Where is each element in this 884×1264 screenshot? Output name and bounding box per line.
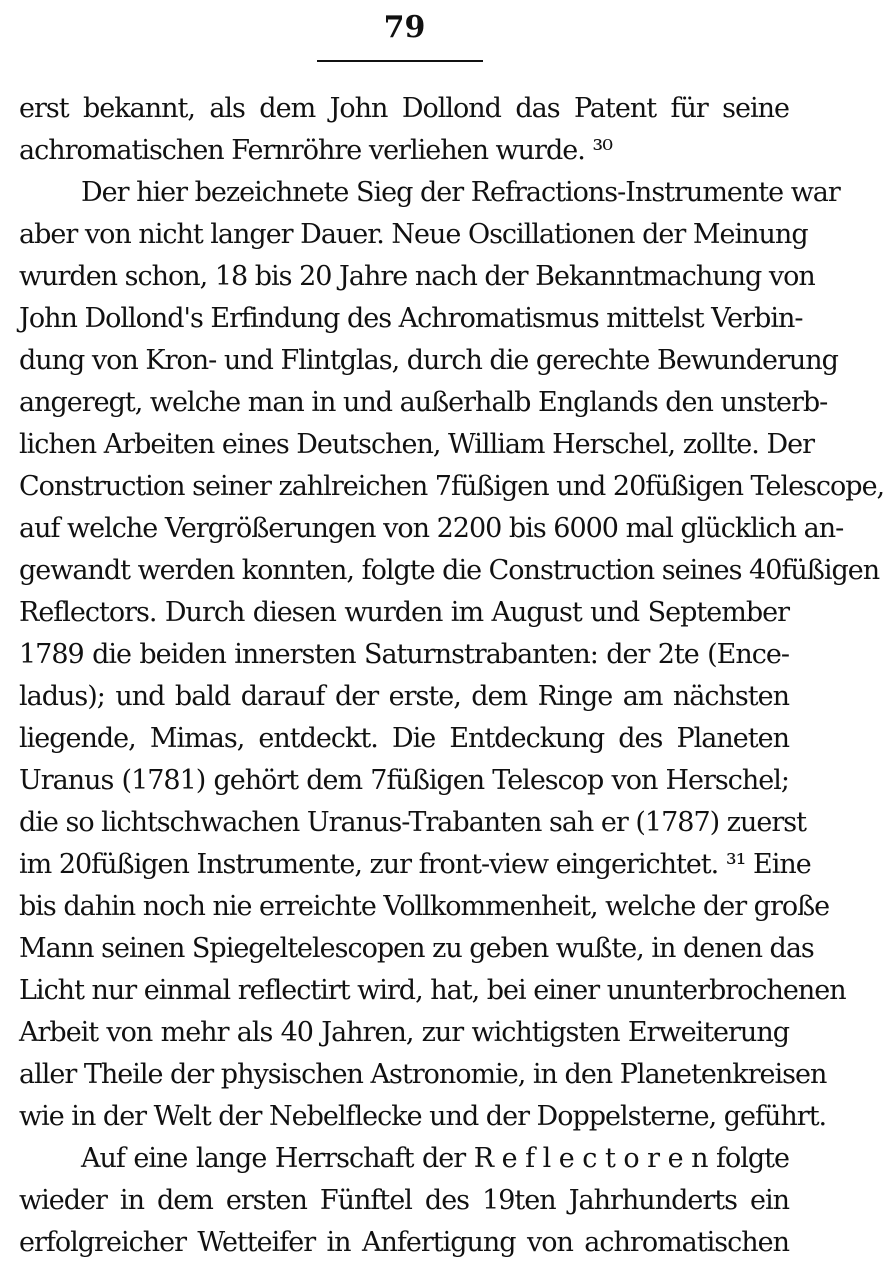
text-line: Reflectors. Durch diesen wurden im August und September bbox=[19, 597, 789, 628]
text-line: aber von nicht langer Dauer. Neue Oscillationen der Meinung bbox=[19, 219, 808, 250]
text-line: liegende, Mimas, entdeckt. Die Entdeckung des Planeten bbox=[19, 723, 789, 754]
text-line: Arbeit von mehr als 40 Jahren, zur wichtigsten Erweiterung bbox=[19, 1017, 789, 1048]
text-line: wurden schon, 18 bis 20 Jahre nach der Bekanntmachung von bbox=[19, 261, 815, 292]
text-line: wieder in dem ersten Fünftel des 19ten Jahrhunderts ein bbox=[19, 1185, 789, 1216]
text-line: ladus); und bald darauf der erste, dem Ringe am nächsten bbox=[19, 681, 789, 712]
text-line: Construction seiner zahlreichen 7füßigen und 20füßigen Telescope, bbox=[19, 471, 884, 502]
text-line: 1789 die beiden innersten Saturnstrabanten: der 2te (Ence- bbox=[19, 639, 789, 670]
page-number: 79 bbox=[383, 10, 426, 45]
text-line: Der hier bezeichnete Sieg der Refractions-Instrumente war bbox=[81, 177, 840, 208]
text-line: Licht nur einmal reflectirt wird, hat, bei einer ununterbrochenen bbox=[19, 975, 846, 1006]
text-line: wie in der Welt der Nebelflecke und der Doppelsterne, geführt. bbox=[19, 1101, 827, 1132]
text-line: erst bekannt, als dem John Dollond das Patent für seine bbox=[19, 93, 789, 124]
text-line: Uranus (1781) gehört dem 7füßigen Telescop von Herschel; bbox=[19, 765, 789, 796]
text-line: dung von Kron- und Flintglas, durch die gerechte Bewunderung bbox=[19, 345, 838, 376]
header-rule bbox=[317, 60, 483, 62]
text-line: auf welche Vergrößerungen von 2200 bis 6000 mal glücklich an- bbox=[19, 513, 844, 544]
text-line: gewandt werden konnten, folgte die Construction seines 40füßigen bbox=[19, 555, 880, 586]
text-line: erfolgreicher Wetteifer in Anfertigung von achromatischen bbox=[19, 1227, 789, 1258]
text-line: bis dahin noch nie erreichte Vollkommenheit, welche der große bbox=[19, 891, 830, 922]
text-line: angeregt, welche man in und außerhalb Englands den unsterb- bbox=[19, 387, 828, 418]
text-line: aller Theile der physischen Astronomie, in den Planetenkreisen bbox=[19, 1059, 827, 1090]
text-line: im 20füßigen Instrumente, zur front-view eingerichtet. ³¹ Eine bbox=[19, 849, 811, 880]
body-text bbox=[19, 88, 884, 1264]
text-line: John Dollond's Erfindung des Achromatismus mittelst Verbin- bbox=[19, 303, 803, 334]
text-line: Mann seinen Spiegeltelescopen zu geben wußte, in denen das bbox=[19, 933, 814, 964]
text-line: lichen Arbeiten eines Deutschen, William Herschel, zollte. Der bbox=[19, 429, 814, 460]
text-line: achromatischen Fernröhre verliehen wurde. ³⁰ bbox=[19, 135, 613, 166]
text-line: die so lichtschwachen Uranus-Trabanten sah er (1787) zuerst bbox=[19, 807, 806, 838]
text-line: Auf eine lange Herrschaft der R e f l e c t o r e n folgte bbox=[81, 1143, 789, 1174]
